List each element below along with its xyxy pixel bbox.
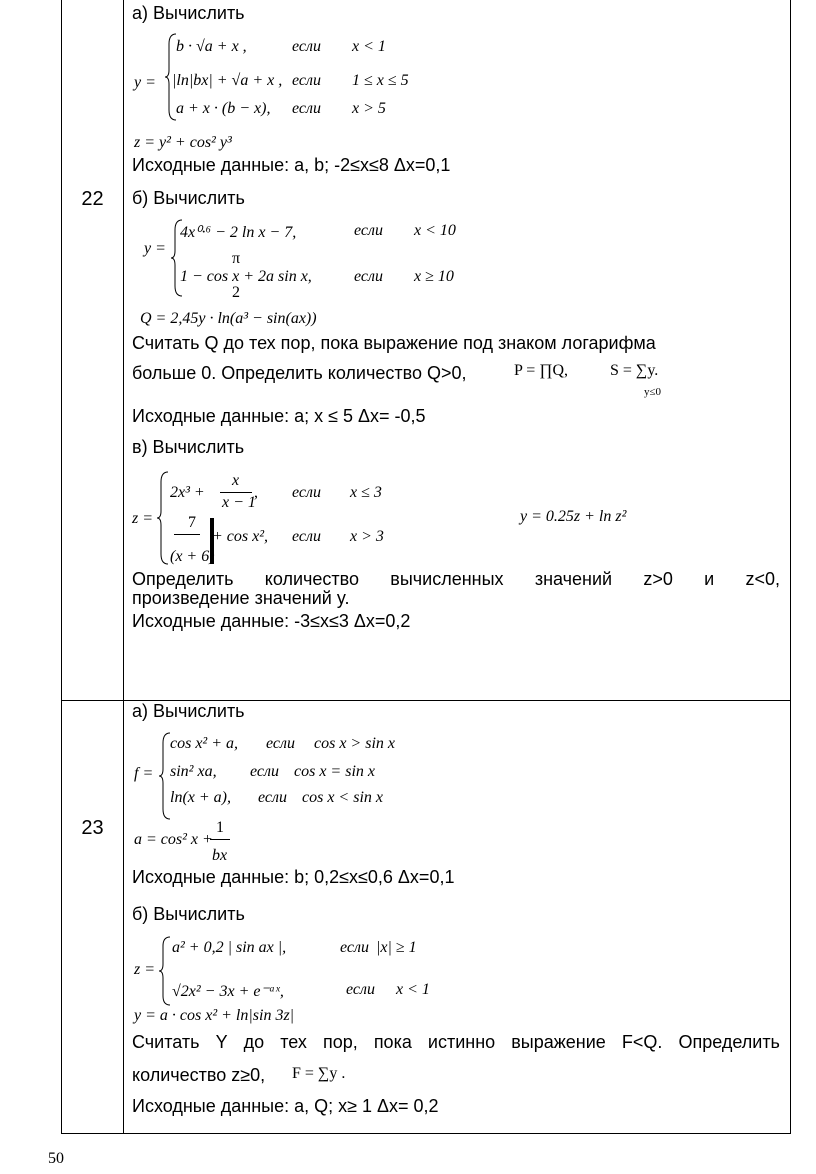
task-content-cell bbox=[124, 0, 790, 700]
case1-condition: x < 1 bbox=[352, 38, 386, 55]
case1-if: если bbox=[354, 222, 383, 239]
word: и bbox=[704, 569, 715, 589]
text-line-justified bbox=[132, 1032, 780, 1053]
formula-p: P = ∏Q, bbox=[514, 362, 569, 379]
formula-z: z = y² + cos² y³ bbox=[134, 134, 232, 151]
table-row bbox=[62, 0, 790, 701]
case1-condition: cos x > sin x bbox=[314, 735, 395, 752]
part-a-heading: а) Вычислить bbox=[132, 3, 245, 23]
case1-expression: 2x³ + bbox=[170, 484, 205, 501]
case3-if: если bbox=[258, 789, 287, 806]
task-number: 22 bbox=[81, 188, 104, 210]
word: Определить bbox=[132, 569, 234, 589]
case2-condition: x < 1 bbox=[396, 981, 430, 998]
case2-expression: 1 − cos x + 2a sin x, bbox=[180, 268, 312, 285]
word: Считать bbox=[132, 1032, 200, 1052]
fraction-denominator: bx bbox=[212, 847, 228, 864]
input-data-c: Исходные данные: -3≤x≤3 Δx=0,2 bbox=[132, 611, 411, 631]
formula-y-label: y = bbox=[134, 74, 156, 91]
comma: , bbox=[254, 484, 258, 501]
fraction-denominator: (x + 6) bbox=[170, 548, 215, 565]
case2-if: если bbox=[292, 72, 321, 89]
case2-expression: √2x² − 3x + e⁻ᵃˣ, bbox=[172, 983, 284, 1000]
input-data-b: Исходные данные: a, Q; x≥ 1 Δx= 0,2 bbox=[132, 1096, 439, 1116]
case1-if: если bbox=[292, 484, 321, 501]
case1-expression: a² + 0,2 | sin ax |, bbox=[172, 939, 287, 956]
case1-if: если bbox=[340, 939, 369, 956]
case2-condition: x ≥ 10 bbox=[414, 268, 454, 285]
word: Определить bbox=[678, 1032, 780, 1052]
fraction-bar bbox=[220, 492, 252, 493]
case2-expression: |ln|bx| + √a + x , bbox=[172, 72, 283, 89]
fraction-bar bbox=[210, 839, 230, 840]
input-data-b: Исходные данные: a; x ≤ 5 Δx= -0,5 bbox=[132, 406, 426, 426]
fraction-bar bbox=[174, 534, 200, 535]
formula-f: F = ∑y . bbox=[292, 1065, 346, 1082]
brace-icon bbox=[156, 470, 170, 566]
brace-icon bbox=[158, 935, 172, 1007]
formula-q: Q = 2,45y · ln(a³ − sin(ax)) bbox=[140, 310, 317, 327]
word: до bbox=[243, 1032, 265, 1052]
case1-condition: x ≤ 3 bbox=[350, 484, 382, 501]
word: количество bbox=[264, 569, 360, 589]
fraction-numerator: 7 bbox=[188, 514, 196, 531]
case3-condition: cos x < sin x bbox=[302, 789, 383, 806]
case2-if: если bbox=[354, 268, 383, 285]
case1-if: если bbox=[266, 735, 295, 752]
formula-y-label: y = bbox=[144, 240, 166, 257]
word: F<Q. bbox=[621, 1032, 663, 1052]
formula-a: a = cos² x + bbox=[134, 831, 213, 848]
task-number-cell bbox=[62, 0, 124, 700]
word: z<0, bbox=[745, 569, 780, 589]
formula-y: y = a · cos x² + ln|sin 3z| bbox=[134, 1007, 295, 1024]
table-row bbox=[62, 701, 790, 1133]
case3-condition: x > 5 bbox=[352, 100, 386, 117]
task-content-cell bbox=[124, 701, 790, 1133]
formula-z-label: z = bbox=[134, 961, 156, 978]
text-line-justified bbox=[132, 569, 780, 590]
case1-if: если bbox=[292, 38, 321, 55]
fraction-numerator: x bbox=[232, 472, 240, 489]
case1-expression: cos x² + a, bbox=[170, 735, 239, 752]
word: выражение bbox=[511, 1032, 606, 1052]
formula-s: S = ∑y. bbox=[610, 362, 659, 379]
case1-condition: |x| ≥ 1 bbox=[376, 939, 417, 956]
case2-condition: 1 ≤ x ≤ 5 bbox=[352, 72, 409, 89]
text-line: произведение значений y. bbox=[132, 588, 350, 608]
pi-symbol: π bbox=[232, 250, 241, 267]
sum-subscript: y≤0 bbox=[644, 386, 662, 398]
part-b-heading: б) Вычислить bbox=[132, 188, 245, 208]
word: истинно bbox=[427, 1032, 496, 1052]
word: z>0 bbox=[643, 569, 673, 589]
fraction-denominator: x − 1 bbox=[222, 494, 256, 511]
fraction-denominator: 2 bbox=[232, 284, 240, 301]
case2-expression: sin² xa, bbox=[170, 763, 217, 780]
case3-if: если bbox=[292, 100, 321, 117]
text-line: Считать Q до тех пор, пока выражение под знаком логарифма bbox=[132, 333, 656, 353]
task-number-cell bbox=[62, 701, 124, 1133]
case2-if: если bbox=[292, 528, 321, 545]
case2-condition: x > 3 bbox=[350, 528, 384, 545]
page-number: 50 bbox=[48, 1150, 64, 1167]
case2-if: если bbox=[250, 763, 279, 780]
formula-f-label: f = bbox=[134, 765, 154, 782]
word: вычисленных bbox=[390, 569, 504, 589]
text-line: больше 0. Определить количество Q>0, bbox=[132, 363, 467, 383]
task-number: 23 bbox=[81, 817, 104, 839]
fraction-numerator: 1 bbox=[216, 819, 224, 836]
case1-condition: x < 10 bbox=[414, 222, 456, 239]
case2-expression: + cos x², bbox=[212, 528, 269, 545]
case2-condition: cos x = sin x bbox=[294, 763, 375, 780]
text-line: количество z≥0, bbox=[132, 1065, 266, 1085]
word: Y bbox=[215, 1032, 228, 1052]
formula-y: y = 0.25z + ln z² bbox=[520, 508, 627, 525]
word: пока bbox=[373, 1032, 412, 1052]
case1-expression: b · √a + x , bbox=[176, 38, 247, 55]
task-table bbox=[61, 0, 791, 1134]
formula-z-label: z = bbox=[132, 510, 154, 527]
case3-expression: ln(x + a), bbox=[170, 789, 231, 806]
input-data-a: Исходные данные: b; 0,2≤x≤0,6 Δx=0,1 bbox=[132, 867, 455, 887]
word: тех bbox=[280, 1032, 307, 1052]
case3-expression: a + x · (b − x), bbox=[176, 100, 271, 117]
word: значений bbox=[534, 569, 613, 589]
word: пор, bbox=[322, 1032, 358, 1052]
part-b-heading: б) Вычислить bbox=[132, 904, 245, 924]
part-a-heading: а) Вычислить bbox=[132, 701, 245, 721]
part-c-heading: в) Вычислить bbox=[132, 437, 245, 457]
case2-if: если bbox=[346, 981, 375, 998]
case1-expression: 4x⁰·⁶ − 2 ln x − 7, bbox=[180, 224, 297, 241]
input-data-a: Исходные данные: a, b; -2≤x≤8 Δx=0,1 bbox=[132, 155, 451, 175]
